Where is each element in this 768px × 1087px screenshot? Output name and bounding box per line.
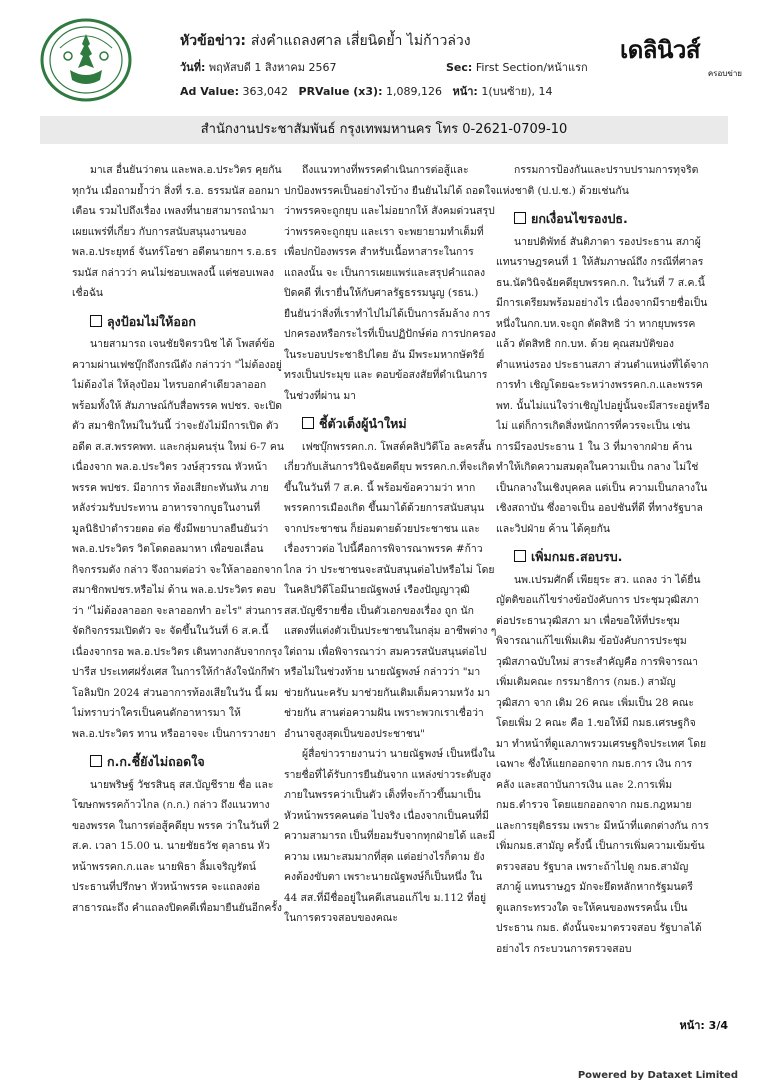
subheading-text: เพิ่มกมธ.สอบรบ. — [531, 549, 623, 564]
subheading — [514, 547, 710, 568]
page-number: หน้า: 3/4 — [679, 1019, 728, 1032]
subheading-text: ลุงป้อมไม่ให้ออก — [107, 313, 196, 329]
paragraph: ถึงแนวทางที่พรรคดำเนินการต่อสู้และ ปกป้องพรรคเป็นอย่างไรบ้าง ยืนยันไม่ได้ ถอดใจว่าพรรคจะถูกยุบ และไม่อยากให้ สังคมด่วนสรุปว่าพรรคจะถูกยุบ และเรา จะพยายามทำเต็มที่เพื่อปกป้องพรรค สำหรับเนื้อหาสาระในการแถลงนั้น จะ เป็นการเผยแพร่และสรุปคำแถลงปิดคดี ที่เรายื่นให้กับศาลรัฐธรรมนูญ (รธน.) ยืนยันว่าสิ่งที่เราทำไปไม่ได้เป็นการล้มล้าง การปกครองหรือกระไรที่เป็นปฏิปักษ์ต่อ การปกครองในระบอบประชาธิปไตย อัน มีพระมหากษัตริย์ทรงเป็นประมุข และ ตอบข้อสงสัยที่ดำเนินการในช่วงที่ผ่าน มา — [284, 164, 497, 402]
logo-tagline: ครอบข่าย — [707, 69, 742, 78]
subheading — [302, 414, 498, 435]
section-label: Sec: — [446, 61, 473, 74]
paragraph: มาเส อื่นยันว่าตน และพล.อ.ประวิตร คุยกันทุกวัน เมื่อถามย้ำว่า สิ่งที่ ร.อ. ธรรมนัส ออกมาเตือน รวมไปถึงเรื่อง เพลงที่นายสามารถนำมาเผยแพร่ที่เกี่ยว กับการสนับสนุนงานของพล.อ.ประยุทธ์ จันทร์โอชา อดีตนายกฯ ร.อ.ธรรมนัส กล่าวว่า คนไม่ชอบเพลงนี้ แต่ชอบเพลง เชื่อฉัน — [72, 164, 282, 299]
checkbox-bullet-icon — [90, 315, 102, 327]
bangkok-seal-logo — [40, 18, 132, 102]
date-value: พฤหัสบดี 1 สิงหาคม 2567 — [208, 61, 337, 74]
article-column-2 — [284, 160, 498, 990]
page-value: 1(บนซ้าย), 14 — [481, 85, 553, 98]
headline-label: หัวข้อข่าว: — [180, 33, 246, 49]
checkbox-bullet-icon — [90, 755, 102, 767]
section-value: First Section/หน้าแรก — [475, 61, 588, 74]
headline: ส่งคำแถลงศาล เสี่ยนิดย้ำ ไม่ก้าวล่วง — [250, 33, 471, 49]
pr-value-label: PRValue (x3): — [298, 85, 383, 98]
logo-wordmark: เดลินิวส์ — [620, 36, 701, 64]
pr-value: 1,089,126 — [385, 85, 442, 98]
powered-by: Powered by Dataxet Limited — [577, 1070, 738, 1081]
paragraph: เฟซบุ๊กพรรคก.ก. โพสต์คลิปวิดีโอ ละครสั้น เกี่ยวกับเส้นการวินิจฉัยคดียุบ พรรคก.ก.ที่จะเกิดขึ้นในวันที่ 7 ส.ค. นี้ พร้อมข้อความว่า หากพรรคการเมืองเกิด ขึ้นมาได้ด้วยการสนับสนุนจากประชาชน ก็ย่อมตายด้วยประชาชน และเรื่องราวต่อ ไปนี้คือการพิจารณาพรรค #ก้าวไกล ว่า ประชาชนจะสนับสนุนต่อไปหรือไม่ โดย ในคลิปวิดีโอมีนายณัฐพงษ์ เรืองปัญญาวุฒิ สส.บัญชีรายชื่อ เป็นตัวเอกของเรื่อง ถูก นักแสดงที่แต่งตัวเป็นประชาชนในกลุ่ม อาชีพต่าง ๆ ใต่ถาม เพื่อพิจารณาว่า สมควรสนับสนุนต่อไปหรือไม่ในช่วงท้าย นายณัฐพงษ์ กล่าวว่า "มาช่วยกันนะครับ มาช่วยกันเติมเต็มความหวัง มาช่วยกัน สานต่อความฝัน เพราะพวกเราเชื่อว่า อำนาจสูงสุดเป็นของประชาชน" — [284, 440, 497, 740]
article-column-1 — [72, 160, 286, 990]
paragraph: นพ.เปรมศักดิ์ เพียยุระ สว. แถลง ว่า ได้ยื่นญัตติขอแก้ไขร่างข้อบังคับการ ประชุมวุฒิสภา ต่อประธานวุฒิสภา มา เพื่อขอให้ที่ประชุมพิจารณาแก้ไขเพิ่มเติม ข้อบังคับการประชุมวุฒิสภาฉบับใหม่ สาระสำคัญคือ การพิจารณาเพิ่มเติมคณะ กรรมาธิการ (กมธ.) สามัญ วุฒิสภา จาก เดิม 26 คณะ เพิ่มเป็น 28 คณะ โดยเพิ่ม 2 คณะ คือ 1.ขอให้มี กมธ.เศรษฐกิจ มา ทำหน้าที่ดูแลภาพรวมเศรษฐกิจประเทศ โดยเฉพาะ ซึ่งให้แยกออกจาก กมธ.การ เงิน การคลัง และสถาบันการเงิน และ 2.การเพิ่ม กมธ.ตำรวจ โดยแยกออกจาก กมธ.กฎหมายและการยุติธรรม เพราะ มีหน้าที่แตกต่างกัน การเพิ่มกมธ.สามัญ ครั้งนี้ เป็นการเพิ่มความเข้มข้นตรวจสอบ รัฐบาล เพราะถ้าไปดู กมธ.สามัญ สภาผู้ แทนราษฎร มักจะยึดหลักหากรัฐมนตรี ดูแลกระทรวงใด จะให้คนของพรรคนั้น เป็นประธาน กมธ. ดังนั้นจะมาตรวจสอบ รัฐบาลได้อย่างไร กระบวนการตรวจสอบ — [496, 573, 709, 955]
page-label: หน้า: — [452, 85, 478, 98]
dailynews-logo — [620, 36, 748, 80]
checkbox-bullet-icon — [514, 212, 526, 224]
date-row — [180, 58, 620, 76]
article-column-3 — [496, 160, 710, 990]
paragraph: นายพริษฐ์ วัชรสินธุ สส.บัญชีราย ชื่อ และโฆษกพรรคก้าวไกล (ก.ก.) กล่าว ถึงแนวทางของพรรค ในการต่อสู้คดียุบ พรรค ว่าในวันที่ 2 ส.ค. เวลา 15.00 น. นายชัยธวัช ตุลาธน หัวหน้าพรรคก.ก.และ นายพิธา ลิ้มเจริญรัตน์ ประธานที่ปรึกษา หัวหน้าพรรค จะแถลงต่อสาธารณะถึง คำแถลงปิดคดีเพื่อมายืนยันอีกครั้ง — [72, 778, 282, 914]
subheading — [90, 312, 286, 333]
ad-value: 363,042 — [242, 85, 289, 98]
subheading-text: ชี้ตัวเต็งผู้นำใหม่ — [319, 416, 407, 431]
clipping-header — [0, 0, 768, 116]
subheading-text: ยกเงื่อนไขรองปธ. — [531, 211, 628, 226]
headline-row — [180, 30, 620, 52]
subheading-text: ก.ก.ชี้ยังไม่ถอดใจ — [107, 754, 205, 769]
section-info — [446, 58, 588, 76]
paragraph: ผู้สื่อข่าวรายงานว่า นายณัฐพงษ์ เป็นหนึ่งในรายชื่อที่ได้รับการยืนยันจาก แหล่งข่าวระดับสูงภายในพรรคว่าเป็นตัว เต็งที่จะก้าวขึ้นมาเป็นหัวหน้าพรรคคนต่อ ไปจริง เนื่องจากเป็นคนที่มีความสามารถ เป็นที่ยอมรับจากทุกฝ่ายได้ และมีความ เหมาะสมมากที่สุด แต่อย่างไรก็ตาม ยัง คงต้องขับตา เพราะนายณัฐพงษ์ก็เป็นหนึ่ง ใน 44 สส.ที่มีชื่ออยู่ในคดีเสนอแก้ไข ม.112 ที่อยู่ในการตรวจสอบของคณะ — [284, 748, 496, 924]
checkbox-bullet-icon — [514, 550, 526, 562]
date-label: วันที่: — [180, 61, 206, 74]
subheading — [90, 752, 286, 773]
ad-value-label: Ad Value: — [180, 85, 240, 98]
clipping-meta — [180, 30, 620, 100]
subheading — [514, 209, 710, 230]
paragraph: นายสามารถ เจนชัยจิตรวนิช ได้ โพสต์ข้อความผ่านเฟซบุ๊กถึงกรณีดัง กล่าวว่า "ไม่ต้องอยู่ ไม่ต้องไล่ ให้ลุงป้อม ไหรบอกคำเดียวลาออก พร้อมทั้งให้ สัมภาษณ์กับสื่อพรรค พปชร. จะเปิดตัว สมาชิกใหม่ในวันนี้ ว่าจะยังไม่มีการเปิด ตัวอดีต ส.ส.พรรคพท. และกลุ่มคนรุ่น ใหม่ 6-7 คน เนื่องจาก พล.อ.ประวิตร วงษ์สุวรรณ หัวหน้าพรรค พปชร. มีอาการ ท้องเสียกะทันหัน ภายหลังร่วมรับประทาน อาหารจากบูธในงานที่มูลนิธิป่าตำรวยตอ ต่อ ซึ่งมีพยาบาลยืนยันว่า พล.อ.ประวิตร วิตโดดอลมาหา เพื่อขอเลื่อนกิจกรรมดัง กล่าว จึงถามต่อว่า จะให้ลาออกจาก สมาชิกพปชร.หรือไม่ ด้าน พล.อ.ประวิตร ตอบว่า "ไม่ต้องลาออก จะลาออกทำ อะไร" ส่วนการจัดกิจกรรมเปิดตัว จะ จัดขึ้นในวันที่ 6 ส.ค.นี้ เนื่องจากรอ พล.อ.ประวิตร เดินทางกลับจากกรุงปารีส ประเทศฝรั่งเศส ในการให้กำลังใจนักกีฬา โอลิมปิก 2024 ส่วนอาการท้องเสียในวัน นี้ ผมไม่ทราบว่าใครเป็นคนดักอาหารมา ให้ พล.อ.ประวิตร ทาน หรืออาจจะ เป็นการวางยา — [72, 338, 284, 740]
checkbox-bullet-icon — [302, 417, 314, 429]
pr-office-banner: สำนักงานประชาสัมพันธ์ กรุงเทพมหานคร โทร 0-2621-0709-10 — [40, 116, 728, 144]
paragraph: นายปดิพัทธ์ สันติภาดา รองประธาน สภาผู้แทนราษฎรคนที่ 1 ให้สัมภาษณ์ถึง กรณีที่ศาลรธน.นัดวินิจฉัยคดียุบพรรคก.ก. ในวันที่ 7 ส.ค.นี้มีการเตรียมพร้อมอย่างไร เนื่องจากมีรายชื่อเป็นหนึ่งในกก.บห.จะถูก ตัดสิทธิ ว่า หากยุบพรรคแล้ว ตัดสิทธิ กก.บห. ด้วย คุณสมบัติของตำแหน่งรอง ประธานสภา ส่วนตำแหน่งที่ได้จากการทำ เชิญโดยฉะระหว่างพรรคก.ก.และพรรคพท. นั้นไม่แน่ใจว่าเชิญไปอยู่นั้นจะมีสาระอยู่หรือ ไม่ แต่ก็การเกิดสิ่งหนักการที่ควรจะเป็น เช่น การมีรองประธาน 1 ใน 3 ที่มาจากฝ่าย ค้าน ทำให้เกิดความสมดุลในความเป็น กลาง ไม่ใช่เป็นกลางในเชิงบุคคล แต่เป็น ความเป็นกลางในเชิงสถาบัน ซึ่งอาจเป็น ออปชันที่ดี ที่ทางรัฐบาล และวิปฝ่าย ค้าน ได้คุยกัน — [496, 235, 710, 535]
value-row — [180, 82, 620, 100]
paragraph: กรรมการป้องกันและปราบปรามการทุจริต แห่งชาติ (ป.ป.ช.) ด้วยเช่นกัน — [496, 164, 699, 197]
